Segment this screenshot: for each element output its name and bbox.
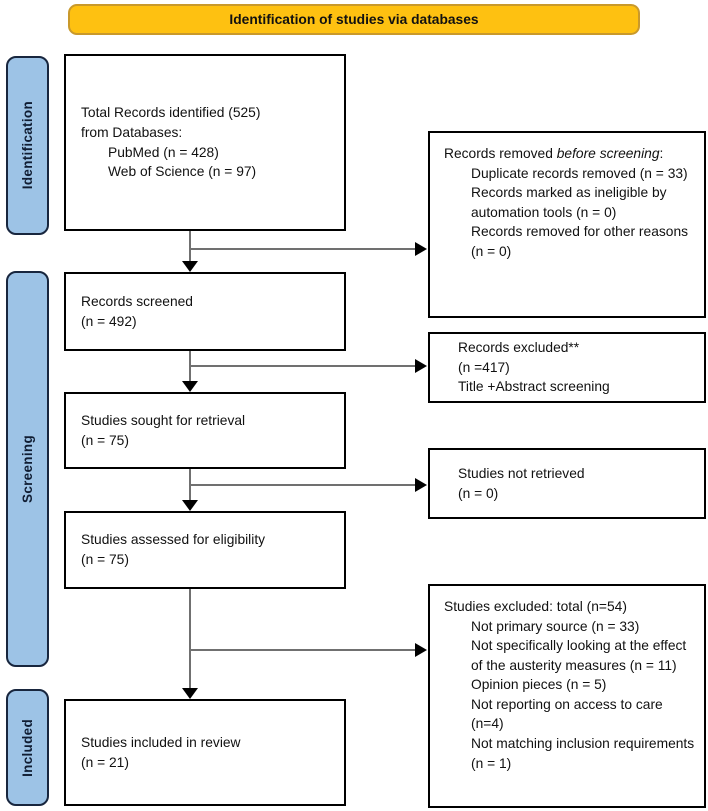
- box-records-removed-before-screening: [428, 131, 706, 318]
- removed-other: Records removed for other reasons (n = 0): [471, 224, 689, 259]
- phase-screening-label: Screening: [20, 435, 35, 503]
- phase-identification: [6, 56, 49, 235]
- box-studies-included: [64, 699, 346, 806]
- studies-sought-line1: Studies sought for retrieval: [81, 412, 246, 428]
- removed-duplicates: Duplicate records removed (n = 33): [471, 165, 688, 181]
- records-removed-title: Records removed before screening:: [444, 146, 664, 161]
- connector-screened-excluded-arrowhead-icon: [415, 359, 427, 373]
- connector-identified-screened-arrowhead-icon: [182, 261, 198, 272]
- excluded-not-austerity: Not specifically looking at the effect of the austerity measures (n = 11): [471, 638, 687, 673]
- studies-assessed-count: (n = 75): [81, 552, 129, 567]
- studies-included-count: (n = 21): [81, 754, 129, 770]
- box-records-screened: [64, 272, 346, 351]
- box-records-excluded: [428, 332, 706, 403]
- connector-sought-notretrieved-arrowhead-icon: [415, 478, 427, 492]
- records-excluded-method: Title +Abstract screening: [458, 379, 610, 395]
- box-studies-sought: [64, 392, 346, 469]
- connector-screened-sought-line: [189, 351, 191, 382]
- studies-included-line1: Studies included in review: [81, 734, 241, 750]
- excluded-not-matching: Not matching inclusion requirements (n = 1): [471, 736, 695, 771]
- connector-assessed-excluded-arrowhead-icon: [415, 643, 427, 657]
- excluded-no-access-reporting: Not reporting on access to care (n=4): [471, 696, 663, 732]
- excluded-not-primary: Not primary source (n = 33): [471, 618, 640, 634]
- box-records-identified: [64, 54, 346, 231]
- studies-assessed-line1: Studies assessed for eligibility: [81, 532, 266, 548]
- records-excluded-line1: Records excluded**: [458, 340, 580, 356]
- studies-not-retrieved-count: (n = 0): [458, 485, 499, 501]
- records-screened-line1: Records screened: [81, 293, 193, 309]
- box-studies-excluded: [428, 584, 706, 808]
- connector-identified-screened-line: [189, 231, 191, 262]
- records-identified-line1: Total Records identified (525): [81, 105, 261, 121]
- studies-not-retrieved-line1: Studies not retrieved: [458, 465, 585, 481]
- records-identified-wos: Web of Science (n = 97): [108, 164, 257, 180]
- connector-assessed-included-line: [189, 589, 191, 688]
- phase-included-label: Included: [20, 718, 35, 777]
- connector-assessed-excluded-line: [190, 649, 415, 651]
- excluded-opinion: Opinion pieces (n = 5): [471, 677, 607, 693]
- connector-screened-excluded-line: [190, 365, 415, 367]
- removed-automation: Records marked as ineligible by automation tools (n = 0): [471, 185, 667, 220]
- box-studies-assessed: [64, 511, 346, 589]
- studies-sought-count: (n = 75): [81, 432, 129, 448]
- studies-excluded-title: Studies excluded: total (n=54): [444, 599, 627, 614]
- connector-sought-assessed-arrowhead-icon: [182, 500, 198, 511]
- banner-identification-via-databases: [68, 4, 640, 35]
- records-identified-pubmed: PubMed (n = 428): [108, 144, 219, 160]
- phase-included: [6, 689, 49, 806]
- box-studies-not-retrieved: [428, 448, 706, 519]
- connector-identified-removed-line: [190, 248, 415, 250]
- records-screened-count: (n = 492): [81, 313, 137, 329]
- connector-assessed-included-arrowhead-icon: [182, 688, 198, 699]
- connector-identified-removed-arrowhead-icon: [415, 242, 427, 256]
- connector-screened-sought-arrowhead-icon: [182, 381, 198, 392]
- connector-sought-notretrieved-line: [190, 484, 415, 486]
- records-excluded-count: (n =417): [458, 359, 510, 375]
- phase-identification-label: Identification: [20, 101, 35, 190]
- records-identified-line2: from Databases:: [81, 124, 183, 140]
- banner-title: Identification of studies via databases: [229, 12, 479, 27]
- phase-screening: [6, 271, 49, 667]
